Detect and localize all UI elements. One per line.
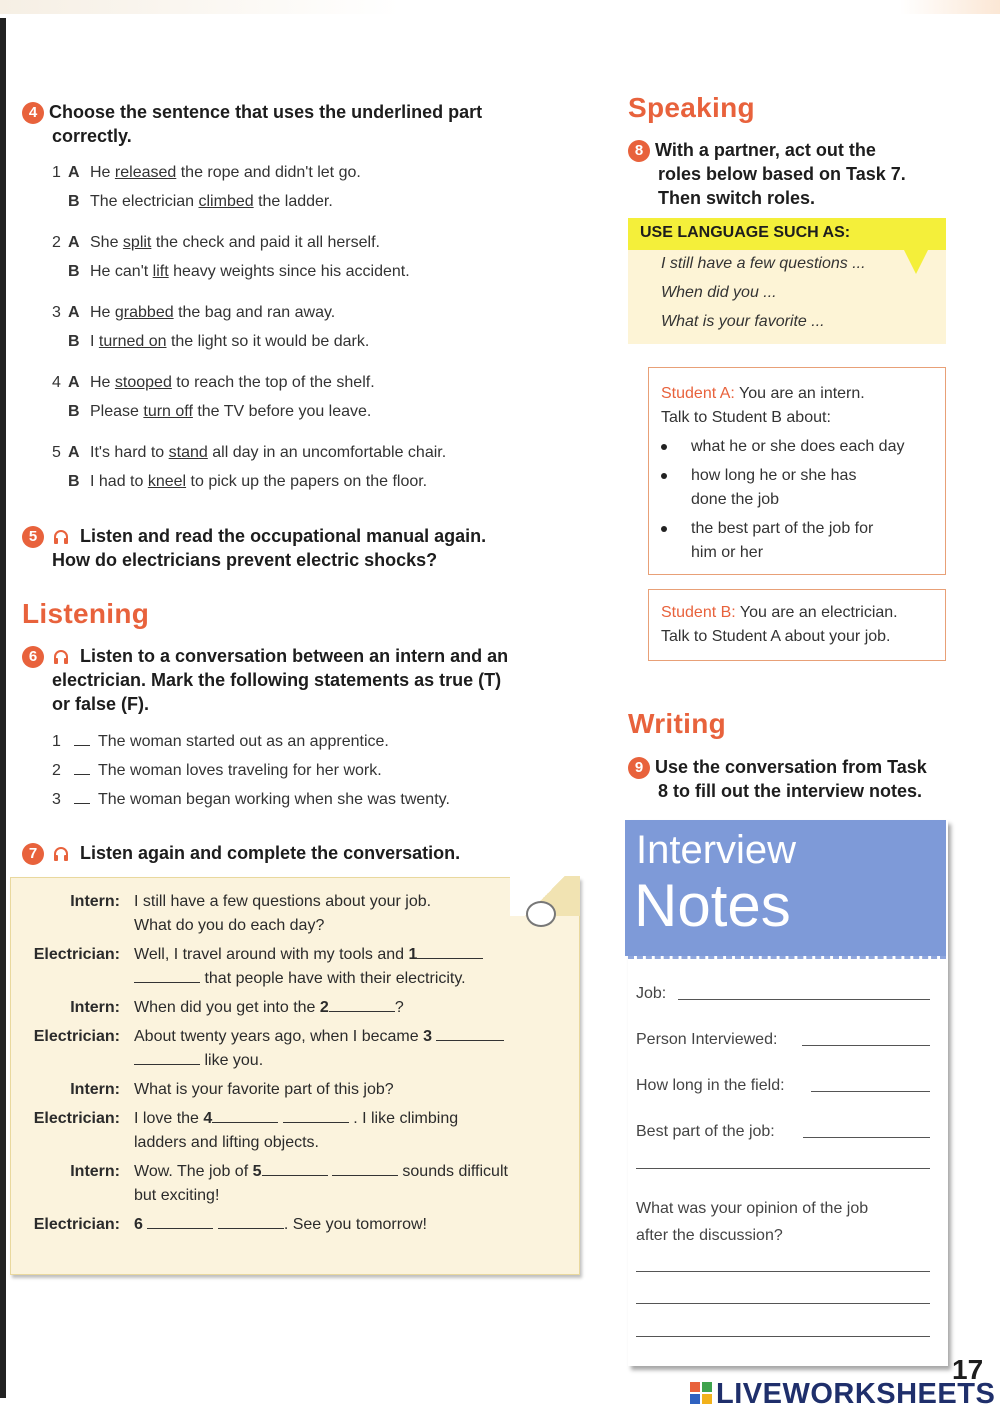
task5-line2: How do electricians prevent electric shocks? xyxy=(52,550,438,571)
conv-line-1: I still have a few questions about your job. xyxy=(134,893,432,910)
task7-line: Listen again and complete the conversation. xyxy=(80,843,461,863)
task4-item-4-b[interactable]: B Please turn off the TV before you leave. xyxy=(68,403,372,420)
field-opinion-input-line2[interactable] xyxy=(636,1303,930,1304)
conv-line-8: What is your favorite part of this job? xyxy=(134,1081,394,1098)
conv-line-5: When did you get into the 2 ? xyxy=(134,999,404,1016)
gap-6b[interactable] xyxy=(218,1214,284,1229)
student-a-bullet-2: how long he or she has done the job xyxy=(691,467,857,508)
field-best-part-label: Best part of the job: xyxy=(636,1123,775,1140)
task4-item-1-b[interactable]: B The electrician climbed the ladder. xyxy=(68,193,333,210)
notes-title-line1: Interview xyxy=(636,828,797,872)
underlined-word: stand xyxy=(168,444,208,461)
task5-line1: Listen and read the occupational manual again. xyxy=(80,526,487,546)
task6-line1: Listen to a conversation between an intern and an xyxy=(80,646,509,666)
field-best-part-input[interactable] xyxy=(803,1137,930,1138)
underlined-word: turned on xyxy=(98,333,167,350)
field-opinion-input-line1[interactable] xyxy=(636,1271,930,1272)
underlined-word: grabbed xyxy=(114,304,174,321)
task6-line2: electrician. Mark the following statements as true (T) xyxy=(52,670,502,691)
card-ring-icon xyxy=(526,901,556,927)
page-number: 17 xyxy=(952,1354,984,1385)
gap-4b[interactable] xyxy=(283,1108,349,1123)
underlined-word: released xyxy=(114,164,177,181)
page-binding-edge xyxy=(0,18,6,1398)
task9-line1: Use the conversation from Task xyxy=(655,757,927,777)
task4-item-3-b[interactable]: B I turned on the light so it would be dark. xyxy=(68,333,370,350)
task4-item-3-a[interactable]: 3 A He grabbed the bag and ran away. xyxy=(52,304,336,321)
use-language-pointer xyxy=(904,250,928,274)
field-job-input[interactable] xyxy=(678,999,930,1000)
gap-6a[interactable] xyxy=(147,1214,213,1229)
task4-title xyxy=(22,100,582,148)
task4-item-1-a[interactable]: 1 A He released the rope and didn't let go. xyxy=(52,164,361,181)
answer-blank-3[interactable] xyxy=(74,791,90,804)
headphones-icon xyxy=(53,529,69,545)
conv-line-10: ladders and lifting objects. xyxy=(134,1134,319,1151)
task6-title xyxy=(22,644,582,716)
answer-blank-2[interactable] xyxy=(74,762,90,775)
liveworksheets-logo-icon xyxy=(690,1382,712,1404)
conv-line-12: but exciting! xyxy=(134,1187,220,1204)
writing-heading: Writing xyxy=(628,708,727,739)
notes-perforation xyxy=(628,956,946,959)
task4-title-line1: Choose the sentence that uses the underlined part xyxy=(49,102,483,122)
use-language-heading: USE LANGUAGE SUCH AS: xyxy=(640,224,851,241)
task7-number-badge: 7 xyxy=(22,843,44,865)
conv-line-9: I love the 4 . I like climbing xyxy=(134,1110,459,1127)
underlined-word: lift xyxy=(152,263,169,280)
notes-title-line2: Notes xyxy=(634,872,791,939)
student-a-bullet-3: the best part of the job for him or her xyxy=(691,520,874,561)
student-b-text: Student B: You are an electrician. Talk to Student A about your job. xyxy=(661,604,898,645)
bullet-dot xyxy=(661,444,667,450)
gap-2[interactable] xyxy=(329,997,395,1012)
task6-line3: or false (F). xyxy=(52,694,150,715)
underlined-word: split xyxy=(122,234,152,251)
gap-1[interactable] xyxy=(417,944,483,959)
underlined-word: kneel xyxy=(147,473,187,490)
field-person-label: Person Interviewed: xyxy=(636,1031,778,1048)
field-opinion-label-1: What was your opinion of the job xyxy=(636,1200,869,1217)
liveworksheets-brand[interactable]: LIVEWORKSHEETS xyxy=(716,1378,996,1410)
task4-item-2-b[interactable]: B He can't lift heavy weights since his accident. xyxy=(68,263,410,280)
conv-line-7: like you. xyxy=(134,1049,263,1073)
task6-number-badge: 6 xyxy=(22,646,44,668)
task7-title xyxy=(22,841,582,865)
statement-2: 2 The woman loves traveling for her work. xyxy=(52,762,382,779)
task4-item-5-a[interactable]: 5 A It's hard to stand all day in an uncomfortable chair. xyxy=(52,444,447,461)
task8-line1: With a partner, act out the xyxy=(655,140,876,160)
listening-heading: Listening xyxy=(22,598,150,629)
task8-line3: Then switch roles. xyxy=(658,188,816,209)
student-a-bullet-1: what he or she does each day xyxy=(691,438,905,455)
task9-line2: 8 to fill out the interview notes. xyxy=(658,781,923,802)
task8-title xyxy=(628,138,958,210)
answer-blank-1[interactable] xyxy=(74,733,90,746)
task4-item-2-a[interactable]: 2 A She split the check and paid it all herself. xyxy=(52,234,380,251)
statement-1: 1 The woman started out as an apprentice. xyxy=(52,733,389,750)
conv-line-13: 6 . See you tomorrow! xyxy=(134,1216,427,1233)
task8-number-badge: 8 xyxy=(628,140,650,162)
field-how-long-input[interactable] xyxy=(811,1091,930,1092)
gap-3[interactable] xyxy=(436,1026,504,1041)
task4-number-badge: 4 xyxy=(22,102,44,124)
gap-5b[interactable] xyxy=(332,1161,398,1176)
headphones-icon xyxy=(53,846,69,862)
task8-line2: roles below based on Task 7. xyxy=(658,164,906,185)
field-person-input[interactable] xyxy=(802,1045,930,1046)
page-top-edge xyxy=(0,0,1000,14)
conv-line-2: What do you do each day? xyxy=(134,917,325,934)
phrase-2: When did you ... xyxy=(661,284,777,301)
conv-line-6: About twenty years ago, when I became 3 xyxy=(134,1025,504,1049)
task9-number-badge: 9 xyxy=(628,757,650,779)
task4-title-line2: correctly. xyxy=(52,126,132,147)
underlined-word: climbed xyxy=(198,193,254,210)
bullet-dot xyxy=(661,526,667,532)
conv-line-3: Well, I travel around with my tools and 1 xyxy=(134,943,483,967)
conv-line-4: that people have with their electricity. xyxy=(134,967,466,991)
gap-4a[interactable] xyxy=(212,1108,278,1123)
task5-title xyxy=(22,524,582,572)
task9-title xyxy=(628,755,968,803)
speaking-heading: Speaking xyxy=(628,92,755,123)
task5-number-badge: 5 xyxy=(22,526,44,548)
student-b-label: Student B: xyxy=(661,604,736,621)
conv-line-11: Wow. The job of 5 sounds difficult xyxy=(134,1163,508,1180)
bullet-dot xyxy=(661,473,667,479)
headphones-icon xyxy=(53,649,69,665)
statement-3: 3 The woman began working when she was twenty. xyxy=(52,791,450,808)
field-best-part-input-line2[interactable] xyxy=(636,1168,930,1169)
gap-5a[interactable] xyxy=(262,1161,328,1176)
underlined-word: turn off xyxy=(143,403,193,420)
gap-1-continued[interactable] xyxy=(134,968,200,983)
student-a-text: Student A: You are an intern. Talk to Student B about: xyxy=(661,385,865,426)
field-job-label: Job: xyxy=(636,985,667,1002)
student-a-label: Student A: xyxy=(661,385,735,402)
task4-item-4-a[interactable]: 4 A He stooped to reach the top of the shelf. xyxy=(52,374,375,391)
field-opinion-input-line3[interactable] xyxy=(636,1336,930,1337)
task4-item-5-b[interactable]: B I had to kneel to pick up the papers on the floor. xyxy=(68,473,428,490)
underlined-word: stooped xyxy=(114,374,172,391)
field-opinion-label-2: after the discussion? xyxy=(636,1227,783,1244)
phrase-1: I still have a few questions ... xyxy=(661,255,866,272)
gap-3-continued[interactable] xyxy=(134,1050,200,1065)
phrase-3: What is your favorite ... xyxy=(661,313,825,330)
field-how-long-label: How long in the field: xyxy=(636,1077,785,1094)
